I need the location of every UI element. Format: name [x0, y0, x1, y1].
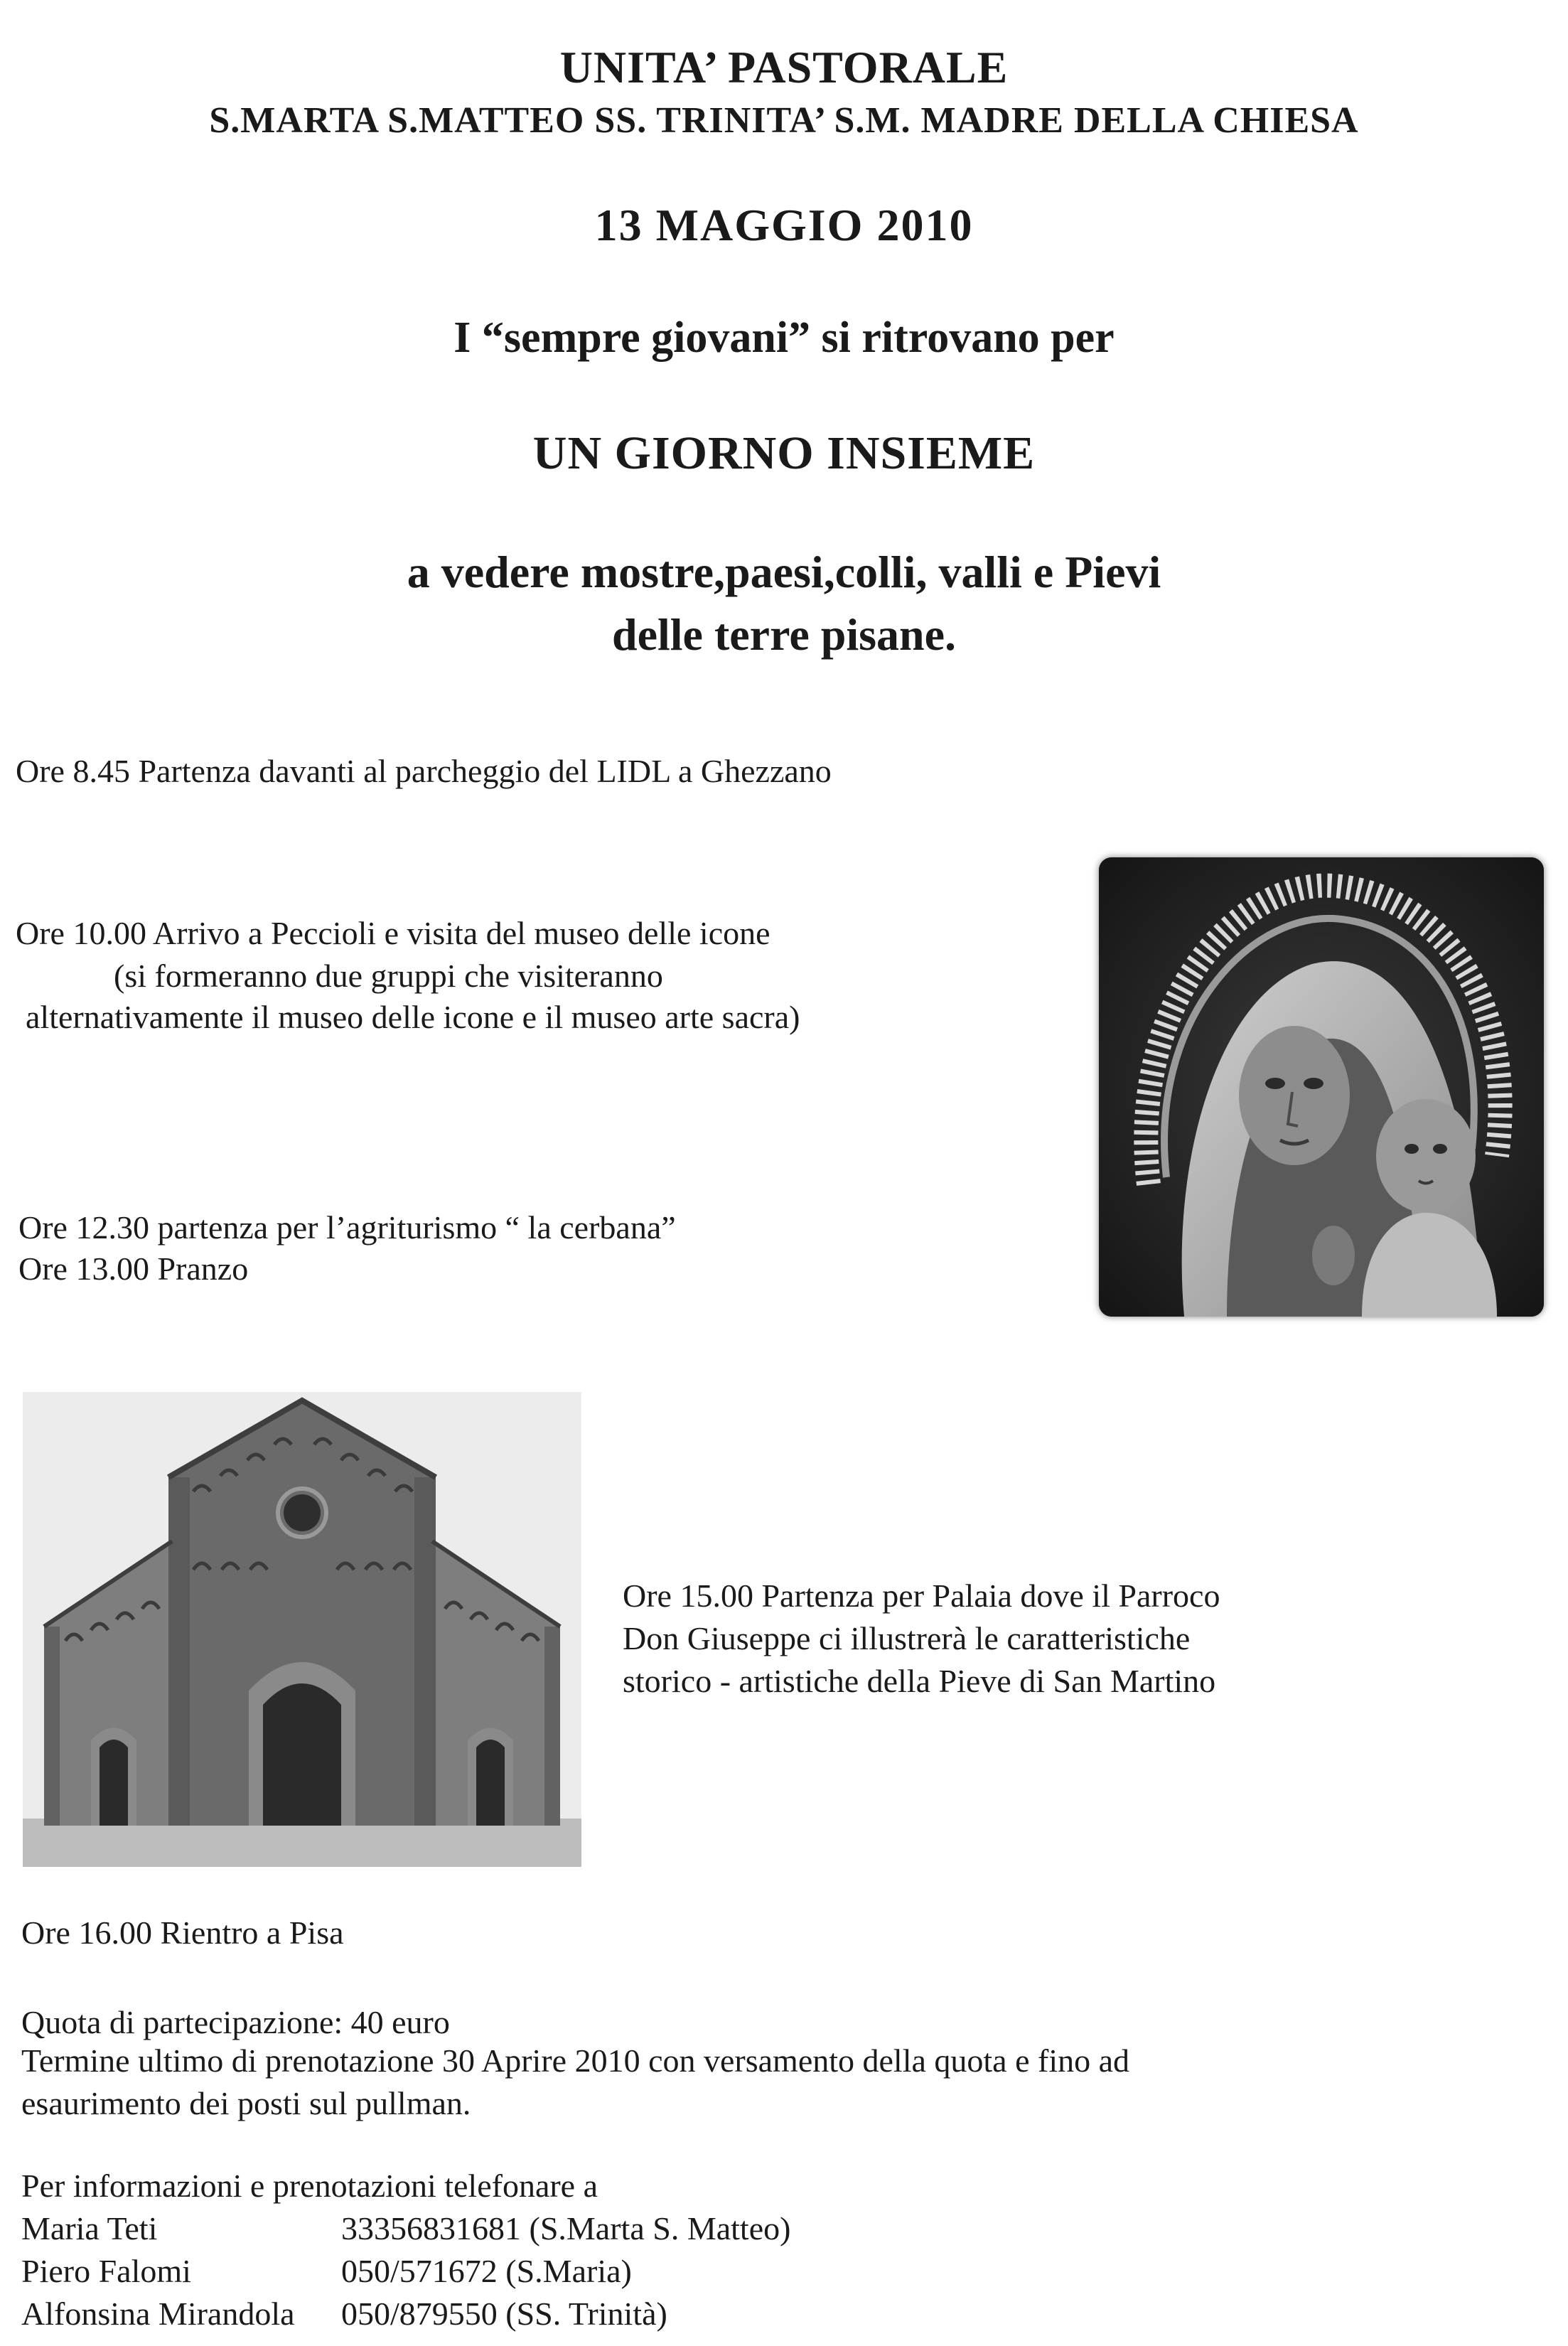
contact-name: Alfonsina Mirandola: [21, 2296, 295, 2332]
contact-phone: 050/879550 (SS. Trinità): [341, 2296, 667, 2332]
schedule-item-departure: Ore 8.45 Partenza davanti al parcheggio del LIDL a Ghezzano: [16, 753, 832, 789]
document-title: UNITA’ PASTORALE: [559, 42, 1009, 92]
madonna-icon: [1099, 857, 1544, 1317]
schedule-item-lunch: Ore 13.00 Pranzo: [18, 1250, 249, 1287]
schedule-item-palaia-3: storico - artistiche della Pieve di San Martino: [623, 1663, 1216, 1699]
schedule-item-return: Ore 16.00 Rientro a Pisa: [21, 1914, 344, 1951]
subtitle-line-1: a vedere mostre,paesi,colli, valli e Pievi: [407, 547, 1161, 597]
contact-phone: 050/571672 (S.Maria): [341, 2253, 632, 2289]
madonna-icon-art: [1099, 857, 1544, 1317]
schedule-item-peccioli-note-2: alternativamente il museo delle icone e il museo arte sacra): [26, 999, 800, 1035]
church-art: [23, 1392, 581, 1867]
schedule-item-palaia-1: Ore 15.00 Partenza per Palaia dove il Parroco: [623, 1578, 1220, 1614]
fee-amount: Quota di partecipazione: 40 euro: [21, 2004, 450, 2040]
schedule-item-peccioli: Ore 10.00 Arrivo a Peccioli e visita del museo delle icone: [16, 915, 770, 951]
pieve-church-icon: [23, 1392, 581, 1867]
contact-name: Piero Falomi: [21, 2253, 191, 2289]
booking-deadline-2: esaurimento dei posti sul pullman.: [21, 2085, 471, 2121]
event-name: UN GIORNO INSIEME: [532, 427, 1036, 479]
schedule-item-palaia-2: Don Giuseppe ci illustrerà le caratteristiche: [623, 1620, 1191, 1656]
parishes-line: S.MARTA S.MATTEO SS. TRINITA’ S.M. MADRE DELLA CHIESA: [209, 100, 1359, 141]
contact-name: Maria Teti: [21, 2210, 158, 2246]
contacts-intro: Per informazioni e prenotazioni telefonare a: [21, 2168, 598, 2204]
booking-deadline-1: Termine ultimo di prenotazione 30 Aprire 2010 con versamento della quota e fino ad: [21, 2042, 1130, 2079]
subtitle-line-2: delle terre pisane.: [611, 609, 957, 660]
event-date: 13 MAGGIO 2010: [594, 200, 974, 250]
schedule-item-agriturismo: Ore 12.30 partenza per l’agriturismo “ la cerbana”: [18, 1209, 676, 1246]
contact-phone: 33356831681 (S.Marta S. Matteo): [341, 2210, 791, 2246]
schedule-item-peccioli-note-1: (si formeranno due gruppi che visiteranno: [114, 958, 663, 994]
intro-line: I “sempre giovani” si ritrovano per: [453, 314, 1115, 362]
